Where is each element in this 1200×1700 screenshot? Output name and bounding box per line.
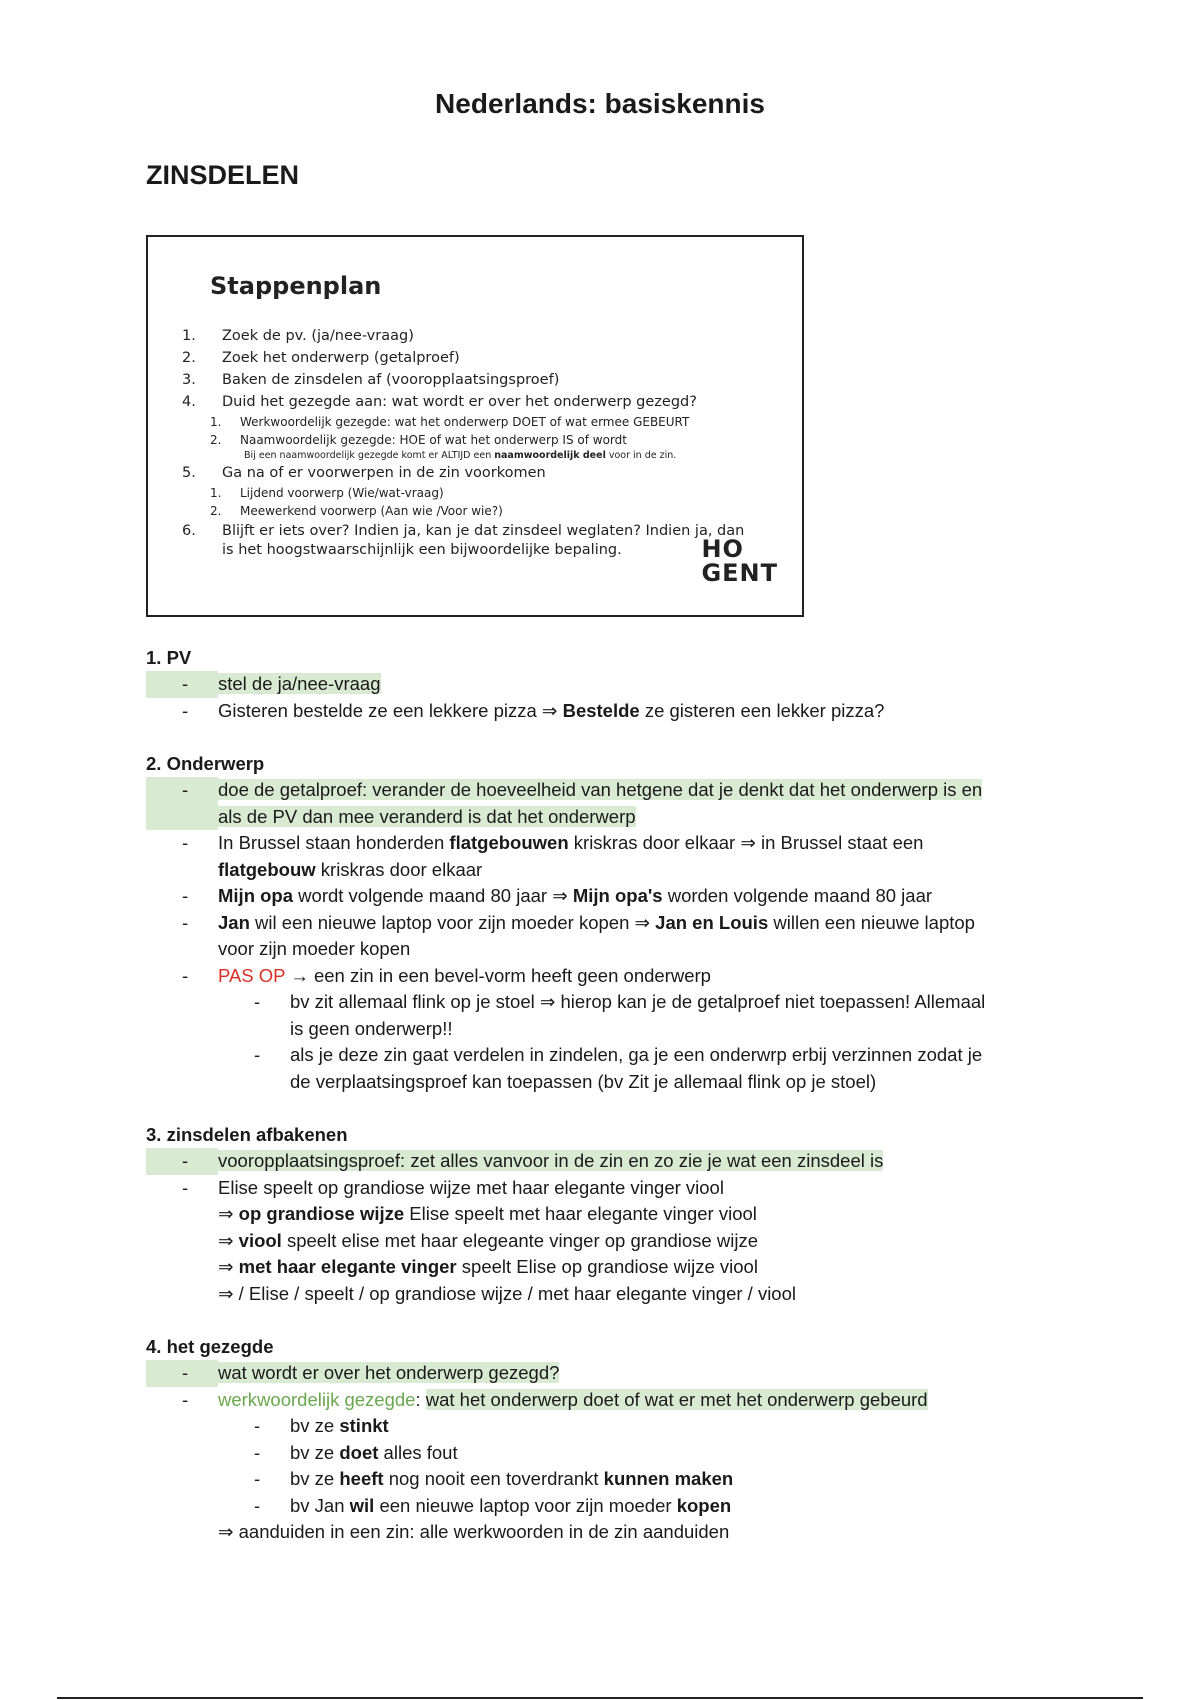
slide-note: Bij een naamwoordelijk gezegde komt er ALTIJD een naamwoordelijk deel voor in de zin. [244, 450, 677, 461]
section-heading: 2. Onderwerp [146, 753, 265, 774]
slide-step: 5. Ga na of er voorwerpen in de zin voorkomen [182, 465, 546, 481]
slide-steps-list [182, 325, 782, 560]
section-gezegde [146, 1334, 1066, 1546]
list-item: - wat wordt er over het onderwerp gezegd? [146, 1360, 1066, 1387]
document-title: Nederlands: basiskennis [435, 88, 765, 119]
sub-list-item: - bv ze stinkt [254, 1415, 389, 1436]
example-line: ⇒ / Elise / speelt / op grandiose wijze / met haar elegante vinger / viool [218, 1282, 796, 1304]
list-item: - Jan wil een nieuwe laptop voor zijn moeder kopen ⇒ Jan en Louis willen een nieuwe laptop voor zijn moeder kopen [182, 911, 975, 959]
list-item: - PAS OP → een zin in een bevel-vorm heeft geen onderwerp [182, 964, 711, 986]
slide-substep: 1. Werkwoordelijk gezegde: wat het onderwerp DOET of wat ermee GEBEURT [210, 415, 690, 429]
slide-substep: 1. Lijdend voorwerp (Wie/wat-vraag) [210, 486, 444, 500]
list-item: - stel de ja/nee-vraag [146, 671, 1066, 698]
section-heading: 1. PV [146, 647, 192, 668]
section-afbakenen [146, 1122, 1066, 1307]
hogent-logo: HO GENT [701, 535, 778, 587]
example-line: ⇒ op grandiose wijze Elise speelt met haar elegante vinger viool [218, 1203, 757, 1224]
sub-list-item: - bv Jan wil een nieuwe laptop voor zijn moeder kopen [254, 1494, 732, 1516]
slide-step: 4. Duid het gezegde aan: wat wordt er over het onderwerp gezegd? [182, 394, 697, 410]
example-line: ⇒ viool speelt elise met haar elegeante vinger op grandiose wijze [218, 1229, 758, 1251]
example-line: ⇒ aanduiden in een zin: alle werkwoorden in de zin aanduiden [218, 1521, 730, 1542]
section-heading-zinsdelen: ZINSDELEN [146, 160, 300, 190]
warning-label: PAS OP [218, 964, 286, 986]
slide-step: 3. Baken de zinsdelen af (vooropplaatsingsproef) [182, 372, 560, 388]
section-pv [146, 645, 1066, 724]
list-item: - werkwoordelijk gezegde: wat het onderwerp doet of wat er met het onderwerp gebeurd [182, 1388, 928, 1410]
stappenplan-slide-image [146, 235, 804, 617]
slide-step: 6. Blijft er iets over? Indien ja, kan je dat zinsdeel weglaten? Indien ja, dan is het hoogstwaarschijnlijk een bijwoordelijke bepaling. [182, 523, 745, 558]
list-item: - Gisteren bestelde ze een lekkere pizza ⇒ Bestelde ze gisteren een lekker pizza? [182, 699, 885, 721]
list-item: - vooropplaatsingsproef: zet alles vanvoor in de zin en zo zie je wat een zinsdeel is [146, 1148, 1066, 1175]
slide-substep: 2. Meewerkend voorwerp (Aan wie /Voor wie?) [210, 504, 503, 518]
notes-content [146, 645, 1066, 1546]
sub-list-item: - bv zit allemaal flink op je stoel ⇒ hierop kan je de getalproef niet toepassen! Allemaal is geen onderwerp!! [254, 991, 986, 1039]
example-line: ⇒ met haar elegante vinger speelt Elise op grandiose wijze viool [218, 1256, 758, 1277]
list-item: - In Brussel staan honderden flatgebouwen kriskras door elkaar ⇒ in Brussel staat een flatgebouw kriskras door elkaar [182, 832, 924, 880]
list-item: - doe de getalproef: verander de hoeveelheid van hetgene dat je denkt dat het onderwerp is en als de PV dan mee veranderd is dat het onderwerp [146, 777, 1066, 830]
slide-step: 1. Zoek de pv. (ja/nee-vraag) [182, 328, 414, 344]
slide-step: 2. Zoek het onderwerp (getalproef) [182, 350, 460, 366]
page-divider [57, 1697, 1143, 1699]
slide-substep: 2. Naamwoordelijk gezegde: HOE of wat het onderwerp IS of wordt [210, 433, 627, 447]
section-heading: 4. het gezegde [146, 1336, 274, 1357]
list-item: - Mijn opa wordt volgende maand 80 jaar ⇒ Mijn opa's worden volgende maand 80 jaar [182, 885, 933, 906]
sub-list-item: - bv ze doet alles fout [254, 1441, 458, 1463]
slide-title: Stappenplan [210, 272, 382, 300]
list-item: - Elise speelt op grandiose wijze met haar elegante vinger viool [182, 1176, 724, 1198]
section-heading: 3. zinsdelen afbakenen [146, 1124, 348, 1145]
sub-list-item: - bv ze heeft nog nooit een toverdrankt kunnen maken [254, 1468, 734, 1489]
sub-list-item: - als je deze zin gaat verdelen in zindelen, ga je een onderwrp erbij verzinnen zodat je de verplaatsingsproef kan toepassen (bv Zit je allemaal flink op je stoel) [254, 1044, 983, 1092]
section-onderwerp [146, 751, 1066, 1095]
